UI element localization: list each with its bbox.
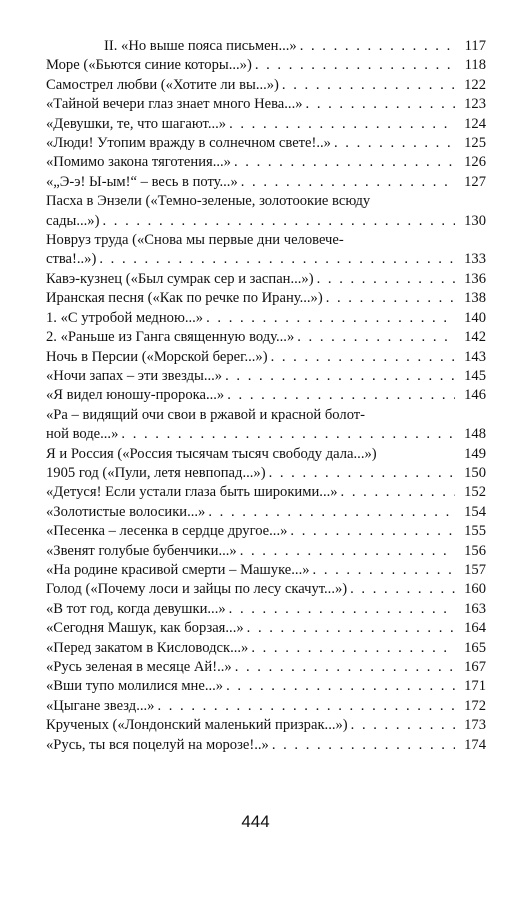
- toc-entry-page: 142: [464, 329, 486, 346]
- toc-entry-title: «Ночи запах – эти звезды...»: [46, 367, 223, 384]
- toc-entry-page: 146: [464, 387, 486, 404]
- toc-entry-title: «Звенят голубые бубенчики...»: [46, 542, 237, 559]
- toc-entry-title: «Тайной вечери глаз знает много Нева...»: [46, 96, 303, 113]
- dot-leader: [241, 173, 455, 192]
- toc-entry: [46, 250, 486, 269]
- toc-entry: [46, 736, 486, 755]
- toc-entry-page: 136: [464, 270, 486, 287]
- toc-entry: [46, 212, 486, 231]
- toc-entry: [46, 425, 486, 444]
- dot-leader: [206, 309, 455, 328]
- dot-leader: [326, 289, 455, 308]
- page-number: 444: [241, 812, 270, 831]
- table-of-contents: [46, 37, 486, 755]
- toc-entry-title: «Детуся! Если устали глаза быть широкими...»: [46, 484, 338, 501]
- toc-entry-page: 155: [464, 523, 486, 540]
- toc-entry: [46, 600, 486, 619]
- dot-leader: [229, 115, 455, 134]
- dot-leader: [313, 561, 455, 580]
- dot-leader: [121, 425, 455, 444]
- toc-entry-page: 157: [464, 561, 486, 578]
- dot-leader: [290, 522, 455, 541]
- toc-entry-page: 165: [464, 639, 486, 656]
- toc-entry-title: Ночь в Персии («Морской берег...»): [46, 348, 268, 365]
- dot-leader: [234, 153, 455, 172]
- toc-entry: [46, 483, 486, 502]
- toc-entry: [46, 658, 486, 677]
- toc-entry-page: 150: [464, 464, 486, 481]
- toc-entry-page: 138: [464, 290, 486, 307]
- toc-entry-title: ства!..»): [46, 251, 97, 268]
- toc-entry-page: 127: [464, 173, 486, 190]
- dot-leader: [341, 483, 455, 502]
- toc-entry-page: 152: [464, 484, 486, 501]
- toc-entry-title: «Перед закатом в Кисловодск...»: [46, 639, 249, 656]
- toc-entry: [46, 677, 486, 696]
- toc-entry: [46, 309, 486, 328]
- toc-entry-title: Голод («Почему лоси и зайцы по лесу скачут...»): [46, 581, 348, 598]
- dot-leader: [282, 76, 455, 95]
- toc-entry-title: Море («Бьются синие которы...»): [46, 57, 252, 74]
- toc-entry-title: «Цыгане звезд...»: [46, 697, 155, 714]
- toc-entry-page: 140: [464, 309, 486, 326]
- toc-entry-page: 122: [464, 76, 486, 93]
- dot-leader: [317, 270, 455, 289]
- dot-leader: [297, 328, 455, 347]
- dot-leader: [269, 464, 455, 483]
- toc-entry: [46, 542, 486, 561]
- toc-entry-page: 172: [464, 697, 486, 714]
- dot-leader: [350, 580, 455, 599]
- toc-entry-page: 173: [464, 717, 486, 734]
- toc-entry-page: 163: [464, 600, 486, 617]
- dot-leader: [102, 212, 455, 231]
- toc-entry-page: 130: [464, 212, 486, 229]
- toc-entry-page: 126: [464, 154, 486, 171]
- toc-entry-title: Иранская песня («Как по речке по Ирану...»): [46, 290, 323, 307]
- toc-entry-title: «Песенка – лесенка в сердце другое...»: [46, 523, 288, 540]
- toc-entry-page: 125: [464, 135, 486, 152]
- toc-entry-page: 117: [464, 38, 486, 54]
- toc-entry-title: 1. «С утробой медною...»: [46, 309, 204, 326]
- dot-leader: [229, 600, 455, 619]
- dot-leader: [225, 367, 455, 386]
- toc-entry-page: 154: [464, 503, 486, 520]
- toc-entry-page: 145: [464, 367, 486, 384]
- toc-entry: [46, 289, 486, 308]
- toc-entry: [46, 115, 486, 134]
- toc-entry-title: «„Э-э! Ы-ым!“ – весь в поту...»: [46, 173, 238, 190]
- dot-leader: [300, 37, 455, 56]
- toc-entry: [46, 37, 486, 56]
- dot-leader: [157, 697, 455, 716]
- toc-entry-page: 171: [464, 678, 486, 695]
- toc-entry-page: 156: [464, 542, 486, 559]
- dot-leader: [235, 658, 455, 677]
- toc-entry-title: «Люди! Утопим вражду в солнечном свете!..»: [46, 135, 331, 152]
- dot-leader: [226, 677, 455, 696]
- toc-entry-title: 1905 год («Пули, летя невпопад...»): [46, 464, 266, 481]
- toc-entry: [46, 522, 486, 541]
- toc-entry-title: «Русь зеленая в месяце Ай!..»: [46, 659, 232, 675]
- dot-leader: [240, 542, 455, 561]
- toc-entry-title: II. «Но выше пояса письмен...»: [104, 38, 297, 54]
- dot-leader: [351, 716, 455, 735]
- dot-leader: [272, 736, 455, 755]
- toc-entry-title: «Помимо закона тяготения...»: [46, 154, 231, 171]
- toc-entry: [46, 76, 486, 95]
- toc-entry-page: 149: [464, 445, 486, 462]
- dot-leader: [99, 250, 455, 269]
- toc-entry-page: 143: [464, 348, 486, 365]
- toc-entry-title: 2. «Раньше из Ганга священную воду...»: [46, 329, 295, 346]
- toc-entry: [46, 697, 486, 716]
- toc-entry: [46, 619, 486, 638]
- toc-entry-title: «На родине красивой смерти – Машуке...»: [46, 561, 310, 578]
- toc-entry-title: «Сегодня Машук, как борзая...»: [46, 620, 244, 637]
- toc-entry-title: «Вши тупо молилися мне...»: [46, 678, 224, 695]
- dot-leader: [271, 348, 455, 367]
- toc-entry-page: 123: [464, 96, 486, 113]
- toc-entry-title: Кавэ-кузнец («Был сумрак сер и заспан...»): [46, 270, 314, 287]
- toc-entry-title: «Золотистые волосики...»: [46, 503, 206, 520]
- toc-entry-title: «Девушки, те, что шагают...»: [46, 115, 227, 132]
- toc-entry-title: Самострел любви («Хотите ли вы...»): [46, 76, 279, 93]
- toc-entry: [46, 367, 486, 386]
- toc-entry-title: «Русь, ты вся поцелуй на морозе!..»: [46, 736, 269, 753]
- toc-entry: [46, 56, 486, 75]
- toc-entry-page: 160: [464, 581, 486, 598]
- toc-entry-title: «Я видел юношу-пророка...»: [46, 387, 225, 404]
- toc-entry: [46, 153, 486, 172]
- toc-entry: [46, 270, 486, 289]
- toc-entry-page: 164: [464, 620, 486, 637]
- toc-entry-title: Крученых («Лондонский маленький призрак...»): [46, 717, 348, 734]
- toc-entry: [46, 328, 486, 347]
- toc-entry-title: сады...»): [46, 212, 100, 229]
- toc-entry-first-line: Пасха в Энзели («Темно-зеленые, золотоокие всюду: [46, 193, 371, 210]
- toc-entry-page: 148: [464, 426, 486, 443]
- dot-leader: [247, 619, 455, 638]
- toc-entry: [46, 134, 486, 153]
- toc-entry: [46, 561, 486, 580]
- toc-entry: [46, 580, 486, 599]
- dot-leader: [227, 386, 455, 405]
- toc-entry-page: 167: [464, 659, 486, 675]
- toc-entry-title: ной воде...»: [46, 426, 119, 443]
- toc-entry-title: Я и Россия («Россия тысячам тысяч свободу дала...»): [46, 445, 377, 462]
- toc-entry: [46, 348, 486, 367]
- toc-entry-first-line: «Ра – видящий очи свои в ржавой и красной болот-: [46, 406, 366, 423]
- toc-entry-page: 118: [464, 57, 486, 74]
- dot-leader: [306, 95, 455, 114]
- dot-leader: [208, 503, 455, 522]
- toc-entry: [46, 716, 486, 735]
- toc-entry-page: 133: [464, 251, 486, 268]
- toc-entry: [46, 503, 486, 522]
- toc-entry: [46, 386, 486, 405]
- dot-leader: [251, 639, 455, 658]
- dot-leader: [255, 56, 455, 75]
- toc-entry-page: 124: [464, 115, 486, 132]
- toc-entry-page: 174: [464, 736, 486, 753]
- dot-leader: [334, 134, 455, 153]
- toc-entry-title: «В тот год, когда девушки...»: [46, 600, 226, 617]
- toc-entry: [46, 173, 486, 192]
- toc-entry: [46, 95, 486, 114]
- toc-entry: [46, 445, 486, 464]
- toc-entry: [46, 639, 486, 658]
- toc-entry-first-line: Новруз труда («Снова мы первые дни человече-: [46, 232, 344, 249]
- toc-entry: [46, 464, 486, 483]
